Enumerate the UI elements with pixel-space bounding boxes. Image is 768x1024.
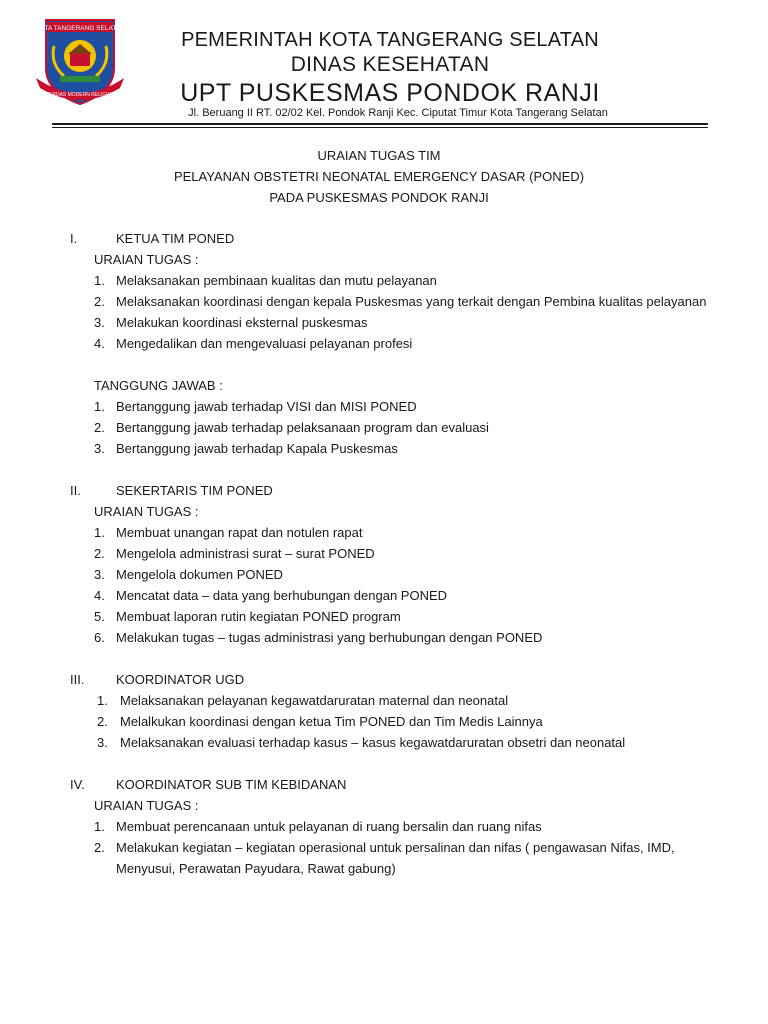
task-list (70, 690, 730, 753)
list-item (94, 333, 730, 354)
item-text: Bertanggung jawab terhadap pelaksanaan program dan evaluasi (116, 420, 489, 435)
item-number: 1. (94, 273, 105, 288)
svg-text:KOTA TANGERANG SELATAN: KOTA TANGERANG SELATAN (35, 25, 125, 32)
item-number: 3. (94, 315, 105, 330)
list-item (94, 585, 730, 606)
item-number: 2. (94, 294, 105, 309)
list-item (97, 711, 730, 732)
responsibility-list (70, 396, 730, 459)
section-koordinator-kebidanan (70, 774, 730, 879)
item-text: Melaksanakan pembinaan kualitas dan mutu pelayanan (116, 273, 437, 288)
list-item (94, 606, 730, 627)
item-number: 1. (94, 399, 105, 414)
header-divider-thin (52, 127, 708, 128)
item-number: 3. (97, 735, 108, 750)
subheading-tanggung-jawab: TANGGUNG JAWAB : (94, 378, 223, 393)
item-text: Melakukan kegiatan – kegiatan operasional untuk persalinan dan nifas ( pengawasan Nifas, IMD, Menyusui, Perawatan Payudara, Rawat gabung) (116, 840, 675, 876)
section-title: KOORDINATOR UGD (116, 672, 245, 687)
list-item (94, 270, 730, 291)
item-number: 1. (97, 693, 108, 708)
letterhead-address: Jl. Beruang II RT. 02/02 Kel. Pondok Ranji Kec. Ciputat Timur Kota Tangerang Selatan (188, 107, 608, 119)
item-text: Bertanggung jawab terhadap Kapala Puskesmas (116, 441, 398, 456)
item-text: Melakukan koordinasi eksternal puskesmas (116, 315, 368, 330)
list-item (94, 837, 730, 879)
item-number: 1. (94, 819, 105, 834)
list-item (94, 627, 730, 648)
section-number: I. (70, 231, 78, 246)
subheading-uraian-tugas: URAIAN TUGAS : (94, 504, 199, 519)
section-title: KETUA TIM PONED (116, 231, 235, 246)
item-number: 4. (94, 336, 105, 351)
letterhead-department: DINAS KESEHATAN (290, 53, 490, 76)
svg-text:CERDAS MODERN RELIGIUS: CERDAS MODERN RELIGIUS (45, 92, 115, 98)
subheading-uraian-tugas: URAIAN TUGAS : (94, 252, 199, 267)
letterhead-government: PEMERINTAH KOTA TANGERANG SELATAN (181, 29, 599, 51)
item-text: Membuat unangan rapat dan notulen rapat (116, 525, 363, 540)
item-text: Bertanggung jawab terhadap VISI dan MISI PONED (116, 399, 417, 414)
section-heading (70, 480, 730, 501)
item-number: 6. (94, 630, 105, 645)
item-number: 5. (94, 609, 105, 624)
list-item (94, 543, 730, 564)
item-number: 2. (94, 420, 105, 435)
section-title: KOORDINATOR SUB TIM KEBIDANAN (116, 777, 347, 792)
list-item (97, 732, 730, 753)
subheading-uraian-tugas: URAIAN TUGAS : (94, 798, 199, 813)
item-text: Melaksanakan evaluasi terhadap kasus – kasus kegawatdaruratan obsetri dan neonatal (120, 735, 626, 750)
list-item (94, 396, 730, 417)
section-title: SEKERTARIS TIM PONED (116, 483, 273, 498)
title-line-2: PELAYANAN OBSTETRI NEONATAL EMERGENCY DASAR (PONED) (173, 169, 585, 184)
section-heading (70, 774, 730, 795)
item-text: Melaksanakan koordinasi dengan kepala Puskesmas yang terkait dengan Pembina kualitas pelayanan (116, 294, 707, 309)
list-item (94, 438, 730, 459)
item-text: Mengedalikan dan mengevaluasi pelayanan profesi (116, 336, 413, 351)
section-koordinator-ugd (70, 669, 730, 753)
document-body (70, 228, 730, 900)
list-item (97, 690, 730, 711)
item-text: Mencatat data – data yang berhubungan dengan PONED (116, 588, 448, 603)
item-number: 2. (94, 840, 105, 855)
section-number: III. (70, 672, 85, 687)
item-text: Mengelola dokumen PONED (116, 567, 283, 582)
item-number: 3. (94, 441, 105, 456)
item-number: 4. (94, 588, 105, 603)
section-heading (70, 669, 730, 690)
section-sekretaris (70, 480, 730, 648)
item-number: 3. (94, 567, 105, 582)
task-list (70, 522, 730, 648)
task-list (70, 270, 730, 354)
list-item (94, 564, 730, 585)
section-number: IV. (70, 777, 85, 792)
list-item (94, 291, 730, 312)
item-number: 2. (94, 546, 105, 561)
list-item (94, 312, 730, 333)
letterhead (130, 28, 650, 108)
document-title (60, 145, 698, 208)
header-divider-thick (52, 123, 708, 125)
section-ketua (70, 228, 730, 459)
item-text: Membuat laporan rutin kegiatan PONED program (116, 609, 401, 624)
section-heading (70, 228, 730, 249)
item-number: 1. (94, 525, 105, 540)
list-item (94, 816, 730, 837)
item-text: Melalkukan koordinasi dengan ketua Tim PONED dan Tim Medis Lainnya (120, 714, 543, 729)
item-text: Melaksanakan pelayanan kegawatdaruratan maternal dan neonatal (120, 693, 509, 708)
item-text: Melakukan tugas – tugas administrasi yang berhubungan dengan PONED (116, 630, 543, 645)
title-line-1: URAIAN TUGAS TIM (317, 148, 441, 163)
list-item (94, 417, 730, 438)
title-line-3: PADA PUSKESMAS PONDOK RANJI (269, 190, 489, 205)
item-number: 2. (97, 714, 108, 729)
item-text: Membuat perencanaan untuk pelayanan di ruang bersalin dan ruang nifas (116, 819, 542, 834)
list-item (94, 522, 730, 543)
city-emblem-logo (34, 16, 126, 108)
task-list (70, 816, 730, 879)
letterhead-institution: UPT PUSKESMAS PONDOK RANJI (180, 79, 600, 107)
item-text: Mengelola administrasi surat – surat PONED (116, 546, 375, 561)
section-number: II. (70, 483, 81, 498)
